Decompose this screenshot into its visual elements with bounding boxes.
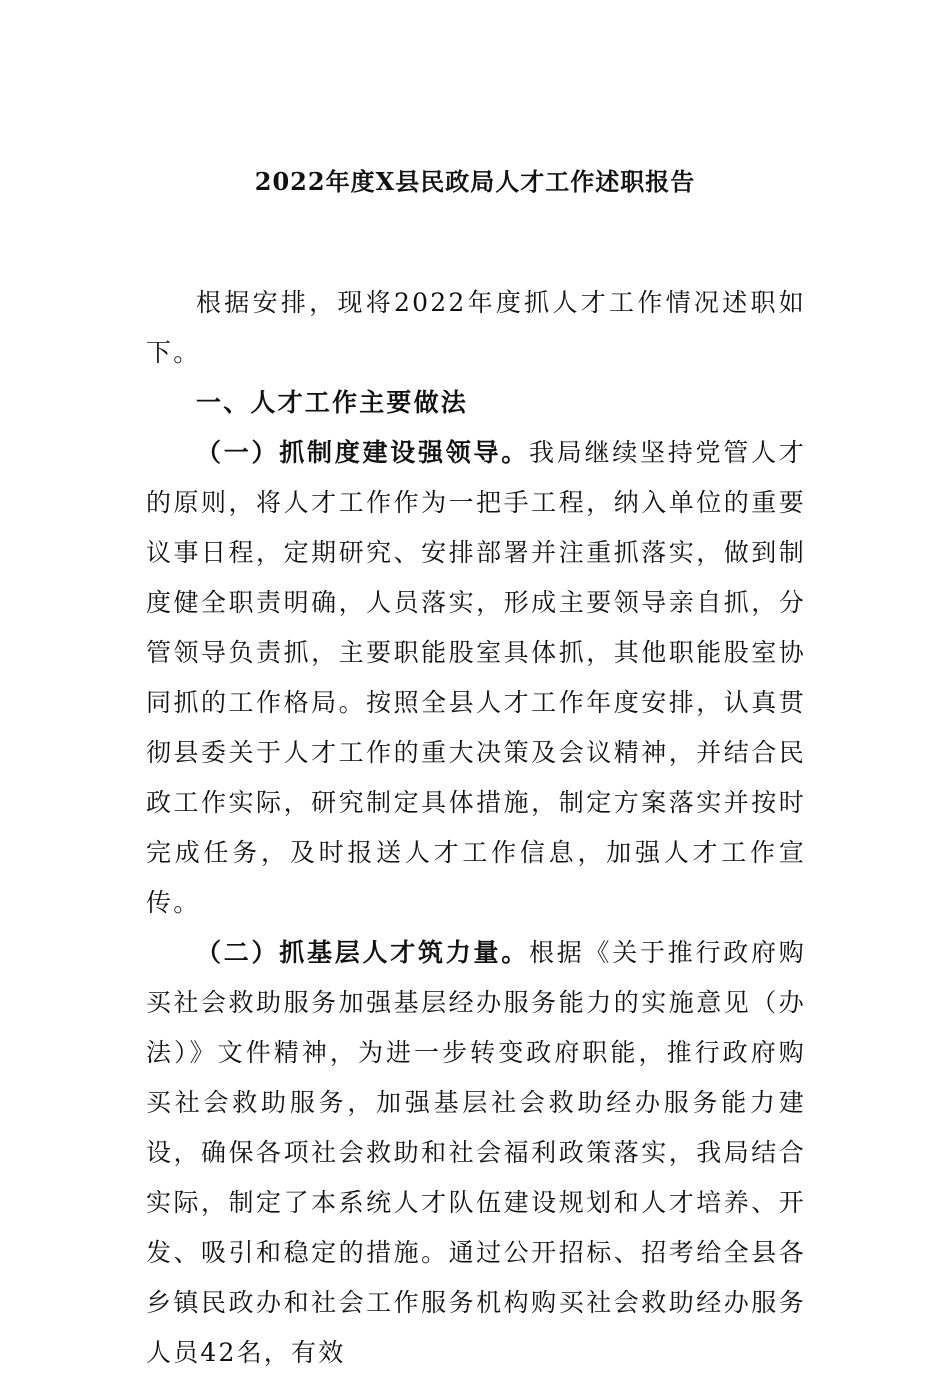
paragraph-item-2	[146, 928, 806, 1378]
section-heading: 一、人才工作主要做法	[196, 388, 469, 417]
paragraph-item-1-lead: （一）抓制度建设强领导。	[196, 438, 530, 467]
paragraph-item-2-text: 根据《关于推行政府购买社会救助服务加强基层经办服务能力的实施意见（办法）》文件精神，为进一步转变政府职能，推行政府购买社会救助服务，加强基层社会救助经办服务能力建设，确保各项社会救助和社会福利政策落实，我局结合实际，制定了本系统人才队伍建设规划和人才培养、开发、吸引和稳定的措施。通过公开招标、招考给全县各乡镇民政办和社会工作服务机构购买社会救助经办服务人员42名，有效	[146, 938, 806, 1367]
paragraph-item-1-text: 我局继续坚持党管人才的原则，将人才工作作为一把手工程，纳入单位的重要议事日程，定期研究、安排部署并注重抓落实，做到制度健全职责明确，人员落实，形成主要领导亲自抓，分管领导负责抓，主要职能股室具体抓，其他职能股室协同抓的工作格局。按照全县人才工作年度安排，认真贯彻县委关于人才工作的重大决策及会议精神，并结合民政工作实际，研究制定具体措施，制定方案落实并按时完成任务，及时报送人才工作信息，加强人才工作宣传。	[146, 438, 806, 917]
paragraph-item-2-lead: （二）抓基层人才筑力量。	[196, 938, 530, 967]
document-body	[146, 278, 806, 1378]
intro-paragraph: 根据安排，现将2022年度抓人才工作情况述职如下。	[146, 288, 806, 367]
paragraph-item-1	[146, 428, 806, 928]
document-title: 2022年度X县民政局人才工作述职报告	[254, 167, 696, 196]
